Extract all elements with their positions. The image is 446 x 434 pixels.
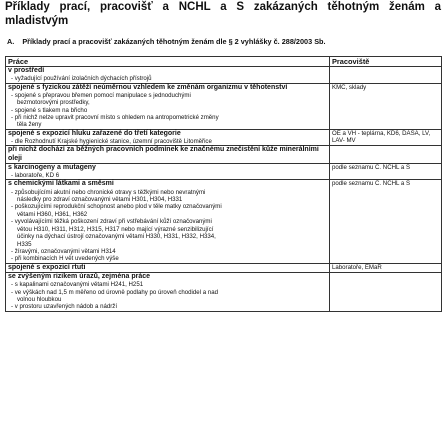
work-item <box>8 281 327 288</box>
work-item-line: větou H310, H311, H312, H315, H317 nebo mající výrazné senzibilizující <box>17 225 214 233</box>
section-letter: A. <box>7 37 15 46</box>
work-item <box>8 248 327 255</box>
table-row <box>6 67 442 84</box>
work-item-line: větami H360, H361, H362 <box>17 210 88 218</box>
work-item <box>8 218 327 248</box>
work-category: spojené s fyzickou zátěží neúměrnou vzhledem ke změnám organizmu v těhotenství <box>8 83 288 91</box>
table-body <box>6 67 442 312</box>
work-item-line: - vyžadující používání izolačních dýchacích přístrojů <box>11 75 152 83</box>
work-item-line: volnou hloubkou <box>17 295 62 303</box>
workplace-cell <box>330 67 442 84</box>
work-item <box>8 255 327 262</box>
workplace-cell: KMC, sklady <box>330 83 442 129</box>
work-item-line: účinky na dýchací ústrojí označovanými větami H330, H331, H332, H334, <box>17 233 216 241</box>
work-item-line: - způsobujícími akutní nebo chronické otravy s těžkými nebo nevratnými <box>11 188 206 196</box>
workplace-cell: Laboratoře, EMaR <box>330 263 442 272</box>
table-row <box>6 129 442 146</box>
work-category: s chemickými látkami a směsmi <box>8 180 114 188</box>
table-row <box>6 83 442 129</box>
work-cell <box>6 180 330 263</box>
header-workplace: Pracoviště <box>330 57 442 67</box>
work-cell <box>6 272 330 311</box>
work-item <box>8 303 327 310</box>
work-item <box>8 114 327 129</box>
document-title: Příklady prací, pracovišť a NCHL a S zakázaných těhotným ženám a mladistvým <box>5 1 441 27</box>
table-row <box>6 263 442 272</box>
work-item-line: těla ženy <box>17 121 42 129</box>
work-category: s karcinogeny a mutageny <box>8 163 96 171</box>
work-item-line: - laboratoře, KD 6 <box>11 172 60 180</box>
work-cell <box>6 263 330 272</box>
table-row <box>6 272 442 311</box>
workplace-cell: OE a VH - teplárna, KD6, DASA, LV, LAV- MV <box>330 129 442 146</box>
work-item-line: - s kapalinami označovanými větami H241, H251 <box>11 281 144 289</box>
work-item-line: - poškozujícími reprodukční schopnost anebo plod v těle matky označovanými <box>11 203 222 211</box>
work-cell <box>6 129 330 146</box>
work-item-line: - ve výškách nad 1,5 m měřeno od úrovně podlahy po úroveň chodidel a nad <box>11 288 218 296</box>
section-subtitle <box>7 37 326 46</box>
work-item-line: H335 <box>17 240 32 248</box>
work-item-line: - spojené s tlakem na břicho <box>11 106 88 114</box>
work-item-line: - dle Rozhodnutí Krajské hygienické stanice, územní pracoviště Litoměřice <box>11 138 212 146</box>
work-item-line: - žíravými, označovanými větami H314 <box>11 247 116 255</box>
work-item <box>8 138 327 145</box>
header-work: Práce <box>6 57 330 67</box>
workplace-cell <box>330 272 442 311</box>
work-item <box>8 107 327 114</box>
work-category: při nichž dochází za běžných pracovních podmínek ke značnému znečistění kůže minerálními oleji <box>8 146 319 162</box>
work-item <box>8 92 327 107</box>
work-item-line: - v prostoru uzavřených nádob a nádrží <box>11 303 118 311</box>
work-cell <box>6 83 330 129</box>
table-row <box>6 180 442 263</box>
workplace-cell <box>330 146 442 163</box>
workplace-cell: podle seznamu C. NCHL a S <box>330 163 442 180</box>
work-item <box>8 189 327 204</box>
work-item <box>8 172 327 179</box>
work-item <box>8 75 327 82</box>
work-cell <box>6 146 330 163</box>
work-item <box>8 203 327 218</box>
work-item-line: - při nichž nelze upravit pracovní místo s ohledem na antropometrické změny <box>11 114 219 122</box>
work-item-line: - při kombinacích H vět uvedených výše <box>11 255 119 263</box>
work-item-line: - vyvolávajícími těžká poškození zdraví při vstřebávání kůží označovanými <box>11 218 212 226</box>
work-category: spojené s expozicí rtuti <box>8 263 86 271</box>
work-item-line: - spojené s přepravou břemen pomocí manipulace s jednoduchými <box>11 91 191 99</box>
work-category: spojené s expozicí hluku zařazené do třetí kategorie <box>8 129 181 137</box>
table-header-row <box>6 57 442 67</box>
section-subtitle-text: Příklady prací a pracovišť zakázaných těhotným ženám dle § 2 vyhlášky č. 288/2003 Sb. <box>22 37 326 46</box>
work-cell <box>6 67 330 84</box>
workplace-cell: podle seznamu C. NCHL a S <box>330 180 442 263</box>
works-table <box>5 56 442 312</box>
table-row <box>6 146 442 163</box>
table-row <box>6 163 442 180</box>
work-cell <box>6 163 330 180</box>
work-item <box>8 289 327 304</box>
work-category: se zvýšeným rizikem úrazů, zejména práce <box>8 272 151 280</box>
work-item-line: následky pro zdraví označovanými větami H301, H304, H331 <box>17 196 183 204</box>
work-category: v prostředí <box>8 67 45 74</box>
work-item-line: bezmotorovými prostředky, <box>17 99 90 107</box>
